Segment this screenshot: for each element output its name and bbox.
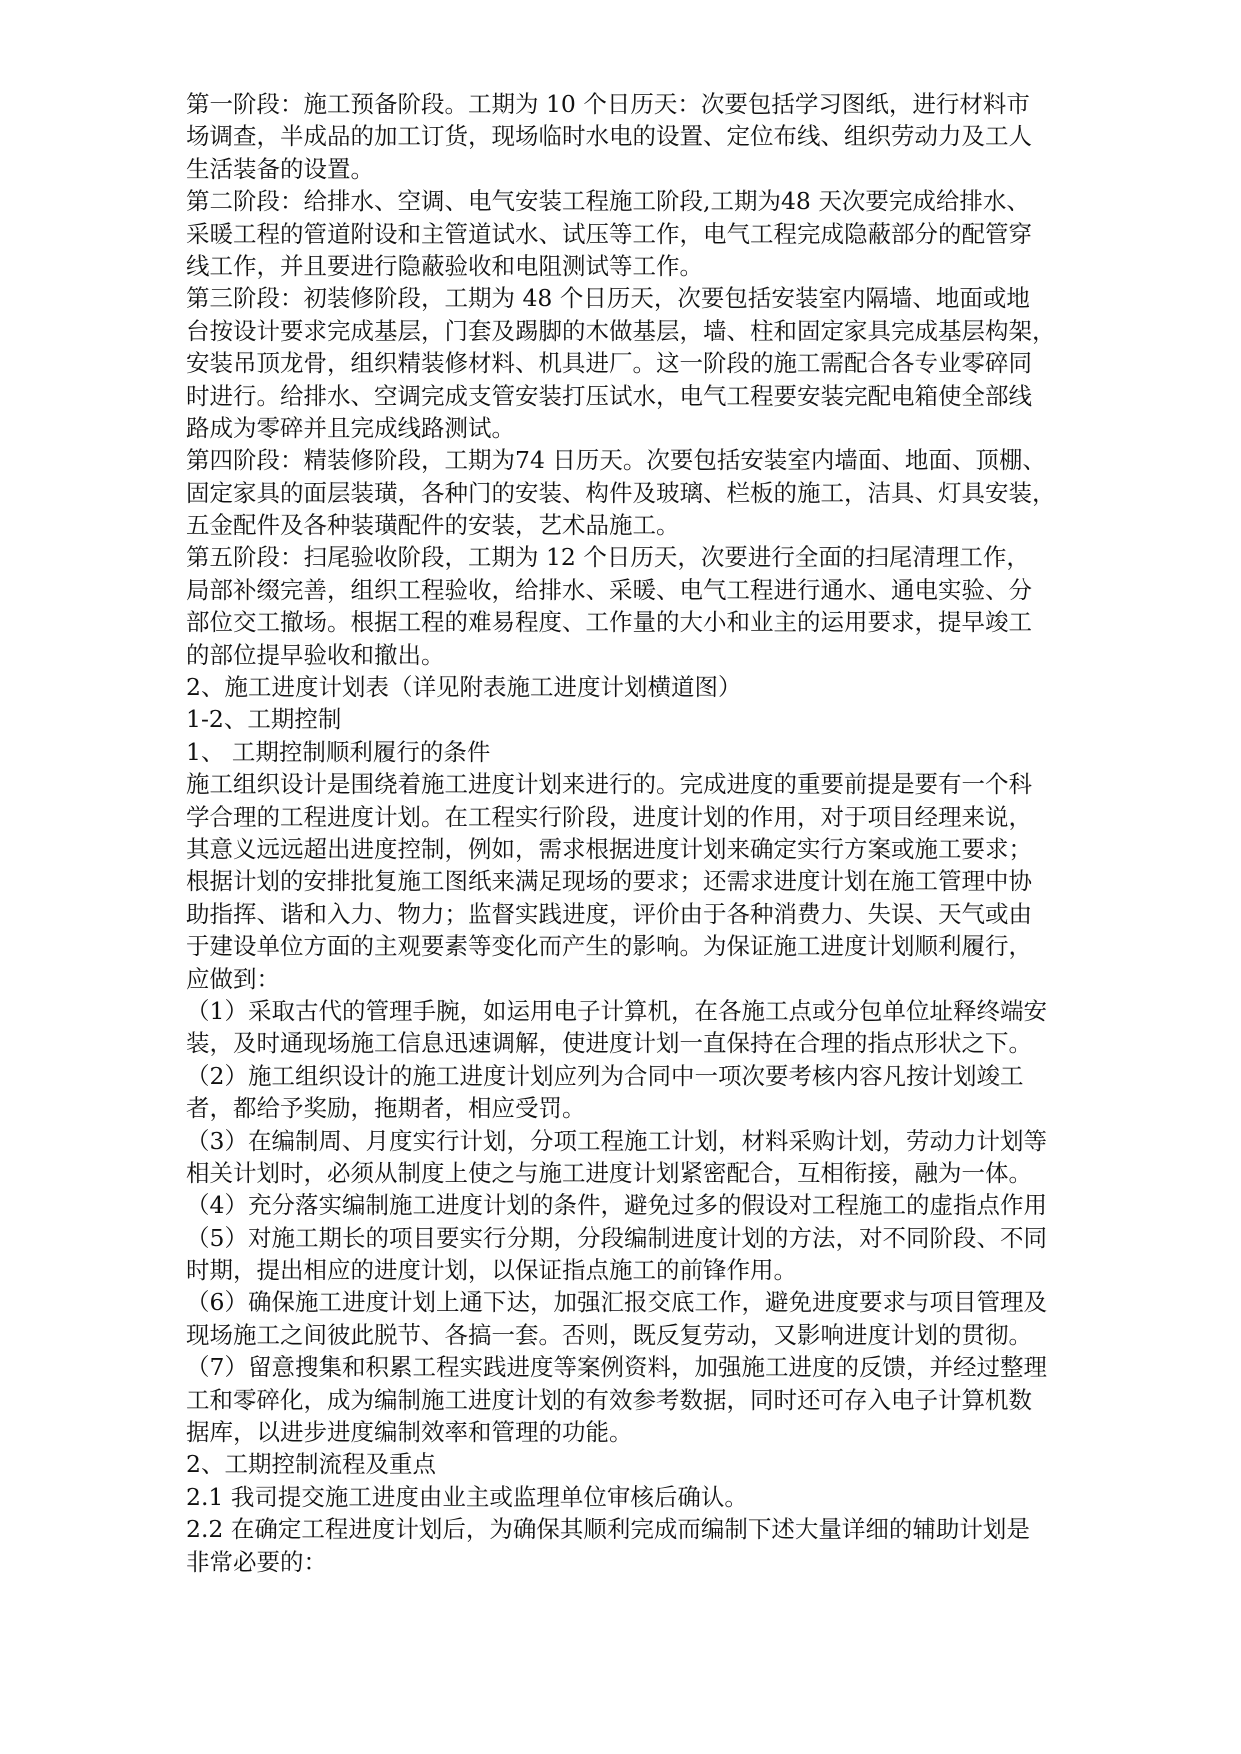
text-line: 应做到： bbox=[186, 964, 280, 993]
list-item: （1）采取古代的管理手腕，如运用电子计算机，在各施工点或分包单位址释终端安 bbox=[186, 996, 1047, 1025]
list-item: （6）确保施工进度计划上通下达，加强汇报交底工作，避免进度要求与项目管理及 bbox=[186, 1288, 1047, 1317]
list-item: （7）留意搜集和积累工程实践进度等案例资料，加强施工进度的反馈，并经过整理 bbox=[186, 1353, 1047, 1382]
text-line: 部位交工撤场。根据工程的难易程度、工作量的大小和业主的运用要求，提早竣工 bbox=[186, 608, 1032, 637]
text-line: 现场施工之间彼此脱节、各搞一套。否则，既反复劳动，又影响进度计划的贯彻。 bbox=[186, 1320, 1032, 1349]
text-line: 相关计划时，必须从制度上使之与施工进度计划紧密配合，互相衔接，融为一体。 bbox=[186, 1158, 1032, 1187]
text-line: 局部补缀完善，组织工程验收，给排水、采暖、电气工程进行通水、通电实验、分 bbox=[186, 575, 1032, 604]
text-line: 路成为零碎并且完成线路测试。 bbox=[186, 413, 515, 442]
text-line: 安装吊顶龙骨，组织精装修材料、机具进厂。这一阶段的施工需配合各专业零碎同 bbox=[186, 349, 1032, 378]
text-line: 2.1 我司提交施工进度由业主或监理单位审核后确认。 bbox=[186, 1482, 748, 1511]
text-line: 场调查，半成品的加工订货，现场临时水电的设置、定位布线、组织劳动力及工人 bbox=[186, 122, 1032, 151]
subsection-heading: 1、 工期控制顺利履行的条件 bbox=[186, 737, 491, 766]
text-line: 2.2 在确定工程进度计划后，为确保其顺利完成而编制下述大量详细的辅助计划是 bbox=[186, 1515, 1030, 1544]
text-line: 据库，以进步进度编制效率和管理的功能。 bbox=[186, 1418, 633, 1447]
text-line: 装，及时通现场施工信息迅速调解，使进度计划一直保持在合理的指点形状之下。 bbox=[186, 1029, 1032, 1058]
list-item: （5）对施工期长的项目要实行分期，分段编制进度计划的方法，对不同阶段、不同 bbox=[186, 1223, 1047, 1252]
text-line: 第一阶段：施工预备阶段。工期为 10 个日历天：次要包括学习图纸，进行材料市 bbox=[186, 90, 1030, 118]
text-line: 生活装备的设置。 bbox=[186, 154, 374, 183]
text-line: 时期，提出相应的进度计划，以保证指点施工的前锋作用。 bbox=[186, 1256, 797, 1285]
text-line: 台按设计要求完成基层，门套及踢脚的木做基层，墙、柱和固定家具完成基层构架， bbox=[186, 316, 1056, 345]
text-line: 第二阶段：给排水、空调、电气安装工程施工阶段,工期为48 天次要完成给排水、 bbox=[186, 187, 1030, 216]
text-line: 其意义远远超出进度控制，例如，需求根据进度计划来确定实行方案或施工要求； bbox=[186, 834, 1032, 863]
text-line: 线工作，并且要进行隐蔽验收和电阻测试等工作。 bbox=[186, 251, 703, 280]
text-line: 根据计划的安排批复施工图纸来满足现场的要求；还需求进度计划在施工管理中协 bbox=[186, 867, 1032, 896]
section-heading: 2、工期控制流程及重点 bbox=[186, 1450, 436, 1479]
text-line: 时进行。给排水、空调完成支管安装打压试水，电气工程要安装完配电箱使全部线 bbox=[186, 381, 1032, 410]
section-heading: 2、施工进度计划表（详见附表施工进度计划横道图） bbox=[186, 673, 742, 702]
text-line: 采暖工程的管道附设和主管道试水、试压等工作，电气工程完成隐蔽部分的配管穿 bbox=[186, 219, 1032, 248]
text-line: 第五阶段：扫尾验收阶段，工期为 12 个日历天，次要进行全面的扫尾清理工作， bbox=[186, 543, 1030, 572]
list-item: （3）在编制周、月度实行计划，分项工程施工计划，材料采购计划，劳动力计划等 bbox=[186, 1126, 1047, 1155]
text-line: 第三阶段：初装修阶段，工期为 48 个日历天，次要包括安装室内隔墙、地面或地 bbox=[186, 284, 1030, 313]
list-item: （2）施工组织设计的施工进度计划应列为合同中一项次要考核内容凡按计划竣工 bbox=[186, 1061, 1024, 1090]
section-heading: 1-2、工期控制 bbox=[186, 705, 342, 734]
text-line: 学合理的工程进度计划。在工程实行阶段，进度计划的作用，对于项目经理来说， bbox=[186, 802, 1032, 831]
list-item: （4）充分落实编制施工进度计划的条件，避免过多的假设对工程施工的虚指点作用 bbox=[186, 1191, 1047, 1220]
text-line: 者，都给予奖励，拖期者，相应受罚。 bbox=[186, 1094, 586, 1123]
text-line: 固定家具的面层装璜，各种门的安装、构件及玻璃、栏板的施工，洁具、灯具安装， bbox=[186, 478, 1056, 507]
text-line: 助指挥、谐和入力、物力；监督实践进度，评价由于各种消费力、失误、天气或由 bbox=[186, 899, 1032, 928]
text-line: 施工组织设计是围绕着施工进度计划来进行的。完成进度的重要前提是要有一个科 bbox=[186, 770, 1032, 799]
text-line: 的部位提早验收和撤出。 bbox=[186, 640, 445, 669]
text-line: 工和零碎化，成为编制施工进度计划的有效参考数据，同时还可存入电子计算机数 bbox=[186, 1385, 1032, 1414]
text-line: 于建设单位方面的主观要素等变化而产生的影响。为保证施工进度计划顺利履行， bbox=[186, 932, 1032, 961]
text-line: 五金配件及各种装璜配件的安装，艺术品施工。 bbox=[186, 511, 680, 540]
document-page bbox=[186, 88, 1071, 1578]
text-line: 第四阶段：精装修阶段，工期为74 日历天。次要包括安装室内墙面、地面、顶棚、 bbox=[186, 446, 1046, 475]
text-line: 非常必要的： bbox=[186, 1547, 327, 1576]
